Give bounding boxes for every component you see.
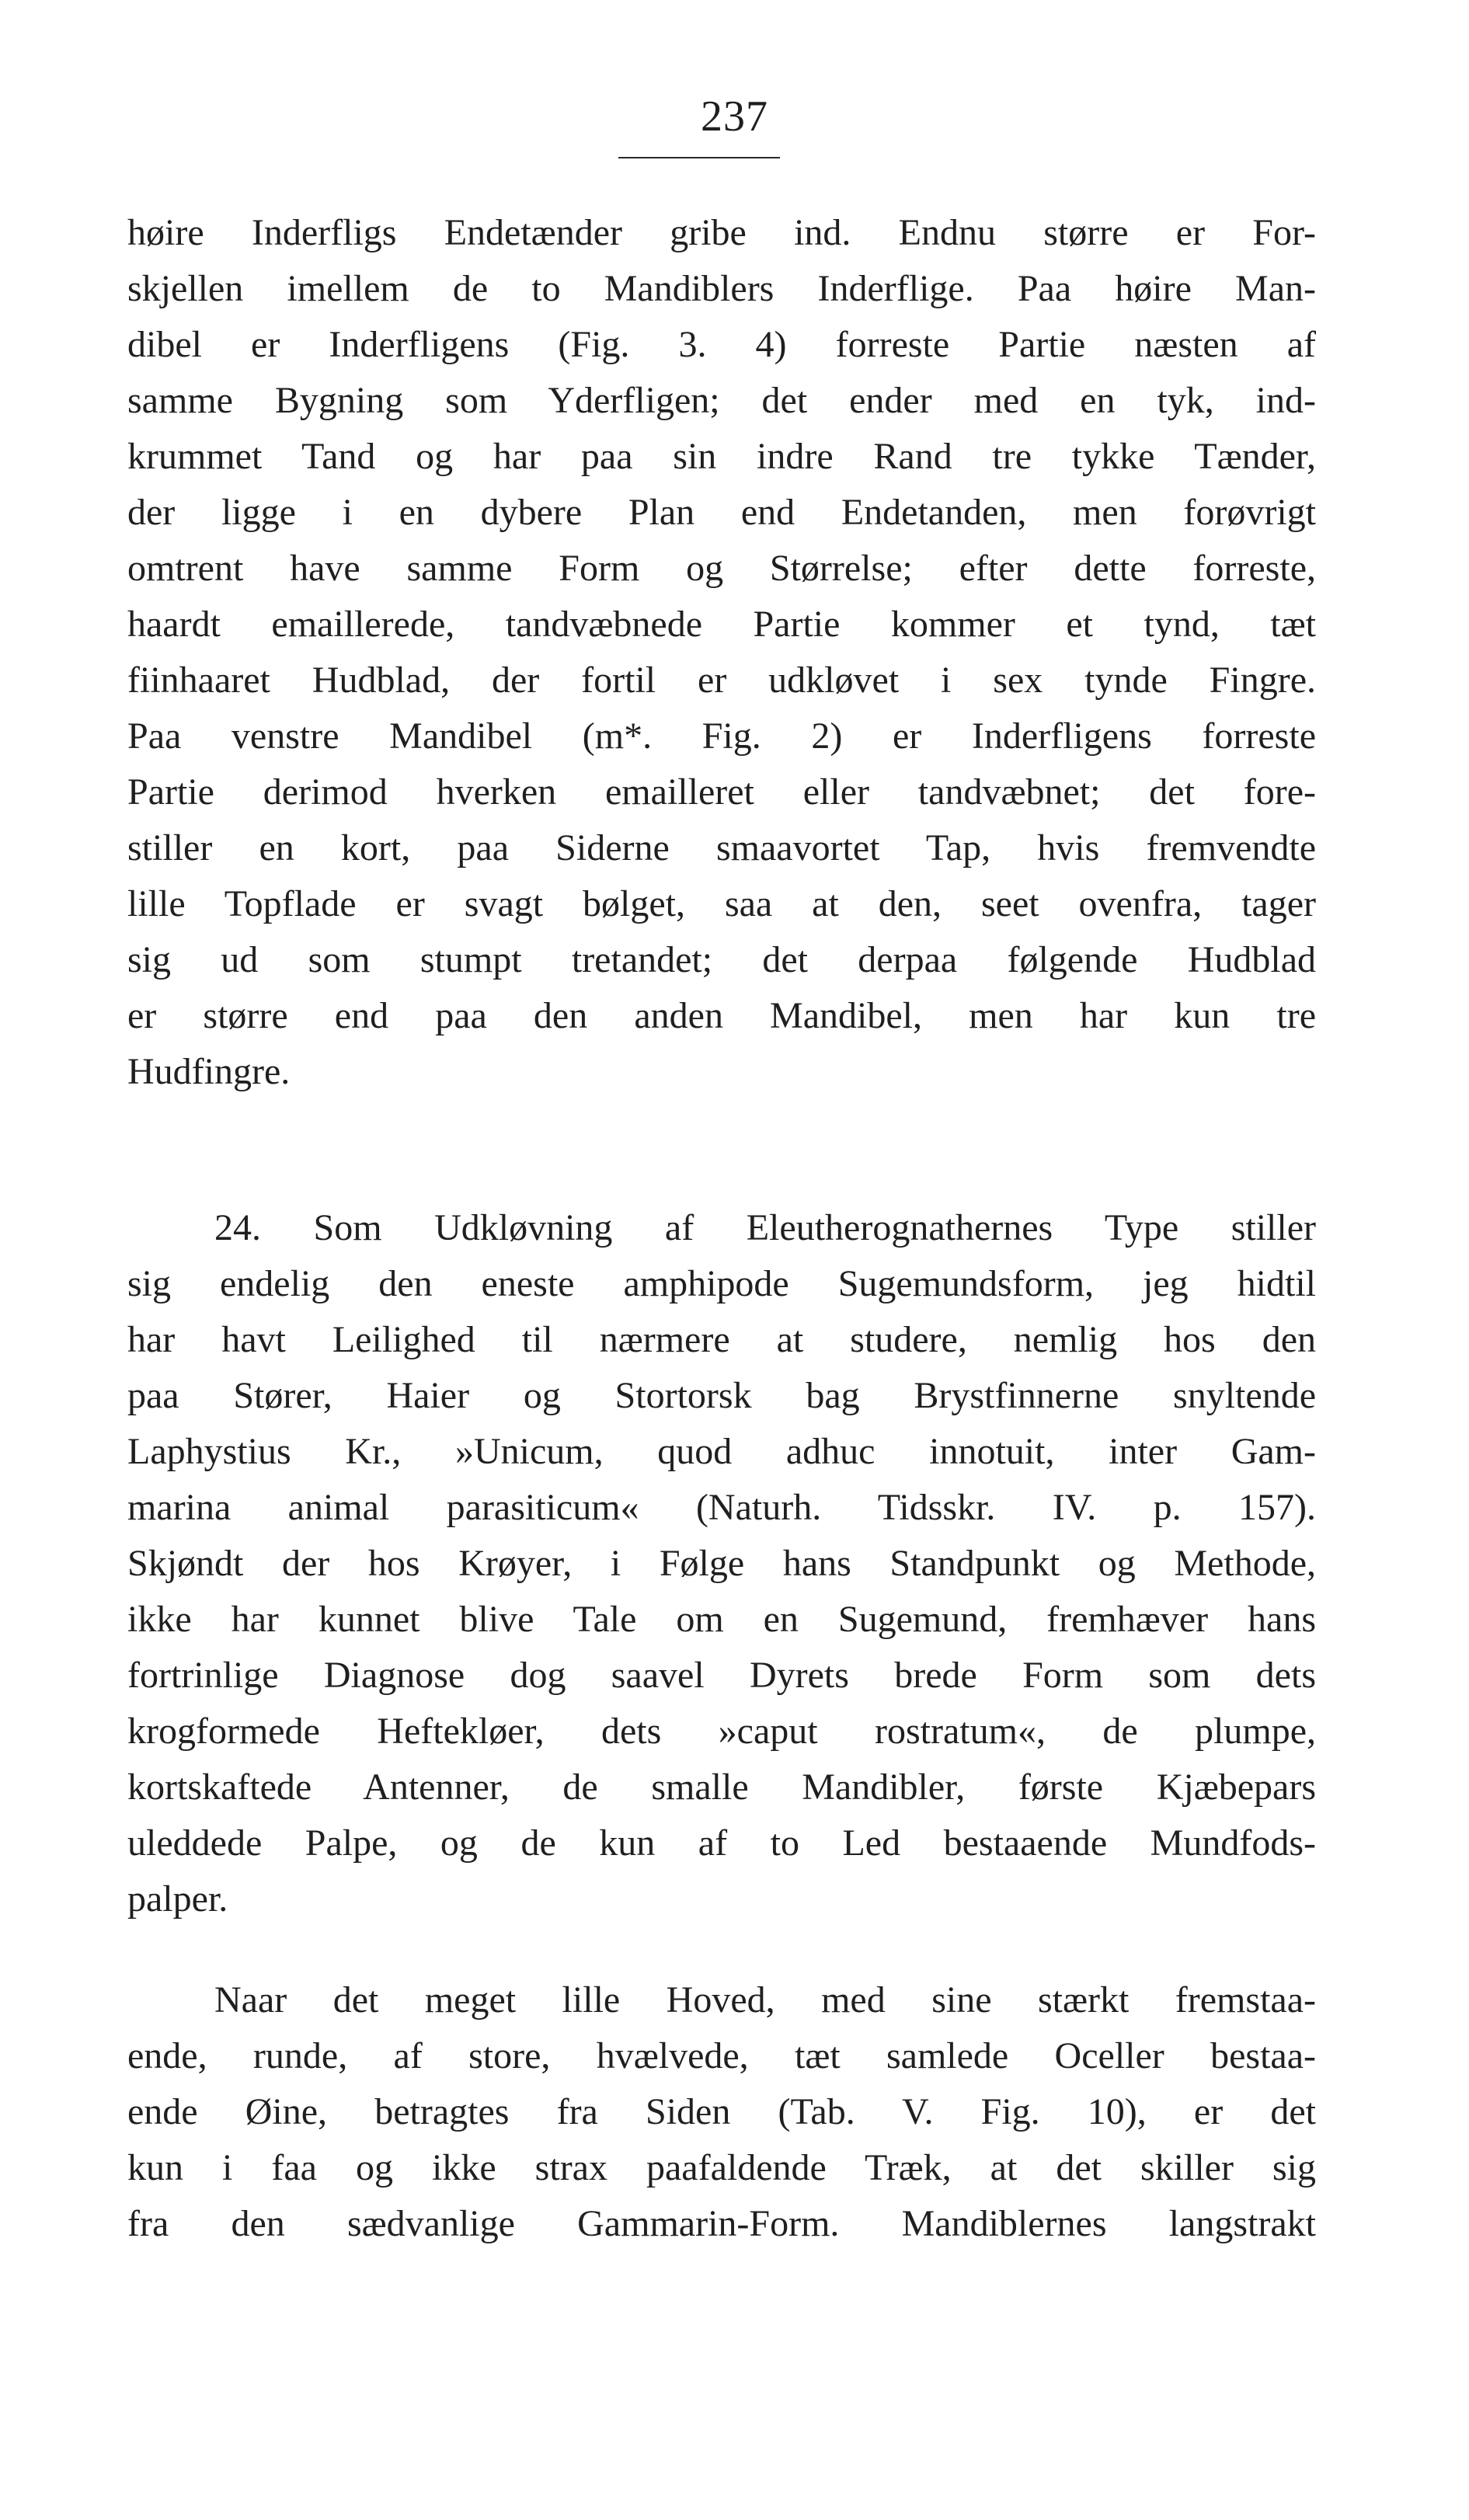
paragraph-3 xyxy=(127,1972,1316,2252)
text-line: Hudfingre. xyxy=(127,1051,291,1092)
text-line: der ligge i en dybere Plan end Endetanden, men forøvrigt xyxy=(127,492,1316,533)
text-line: lille Topflade er svagt bølget, saa at den, seet ovenfra, tager xyxy=(127,883,1316,924)
text-line: ikke har kunnet blive Tale om en Sugemund, fremhæver hans xyxy=(127,1599,1316,1640)
paragraph-2 xyxy=(127,1200,1316,1927)
text-line: uleddede Palpe, og de kun af to Led bestaaende Mundfods- xyxy=(127,1822,1316,1864)
text-line: ende Øine, betragtes fra Siden (Tab. V. Fig. 10), er det xyxy=(127,2091,1316,2132)
text-line: kortskaftede Antenner, de smalle Mandibler, første Kjæbepars xyxy=(127,1766,1316,1808)
text-line: sig endelig den eneste amphipode Sugemundsform, jeg hidtil xyxy=(127,1263,1316,1304)
text-line: haardt emaillerede, tandvæbnede Partie kommer et tynd, tæt xyxy=(127,604,1316,645)
text-line: krogformede Heftekløer, dets »caput rostratum«, de plumpe, xyxy=(127,1711,1316,1752)
text-line: ende, runde, af store, hvælvede, tæt samlede Oceller bestaa- xyxy=(127,2035,1316,2076)
text-line: krummet Tand og har paa sin indre Rand tre tykke Tænder, xyxy=(127,436,1316,477)
text-line: Naar det meget lille Hoved, med sine stærkt fremstaa- xyxy=(214,1979,1316,2021)
text-line: palper. xyxy=(127,1878,228,1920)
text-line: høire Inderfligs Endetænder gribe ind. Endnu større er For- xyxy=(127,212,1316,253)
paragraph-1 xyxy=(127,205,1316,1100)
text-line: skjellen imellem de to Mandiblers Inderflige. Paa høire Man- xyxy=(127,268,1316,309)
text-line: fra den sædvanlige Gammarin-Form. Mandiblernes langstrakt xyxy=(127,2203,1316,2244)
text-line: Skjøndt der hos Krøyer, i Følge hans Standpunkt og Methode, xyxy=(127,1543,1316,1584)
text-line: har havt Leilighed til nærmere at studere, nemlig hos den xyxy=(127,1319,1316,1360)
text-line: er større end paa den anden Mandibel, men har kun tre xyxy=(127,995,1316,1036)
text-line: samme Bygning som Yderfligen; det ender med en tyk, ind- xyxy=(127,380,1316,421)
text-line: marina animal parasiticum« (Naturh. Tidsskr. IV. p. 157). xyxy=(127,1487,1316,1528)
text-line: fiinhaaret Hudblad, der fortil er udkløvet i sex tynde Fingre. xyxy=(127,660,1316,701)
page-number-rule xyxy=(618,157,780,158)
text-line: fortrinlige Diagnose dog saavel Dyrets brede Form som dets xyxy=(127,1655,1316,1696)
text-line: dibel er Inderfligens (Fig. 3. 4) forreste Partie næsten af xyxy=(127,324,1316,365)
text-line: Partie derimod hverken emailleret eller tandvæbnet; det fore- xyxy=(127,771,1316,813)
text-line: omtrent have samme Form og Størrelse; efter dette forreste, xyxy=(127,548,1316,589)
text-line: paa Stører, Haier og Stortorsk bag Brystfinnerne snyltende xyxy=(127,1375,1316,1416)
text-line: 24. Som Udkløvning af Eleutherognathernes Type stiller xyxy=(214,1207,1316,1248)
text-line: Paa venstre Mandibel (m*. Fig. 2) er Inderfligens forreste xyxy=(127,715,1316,757)
page-number: 237 xyxy=(701,92,768,141)
text-line: kun i faa og ikke strax paafaldende Træk, at det skiller sig xyxy=(127,2147,1316,2188)
text-line: Laphystius Kr., »Unicum, quod adhuc innotuit, inter Gam- xyxy=(127,1431,1316,1472)
text-line: sig ud som stumpt tretandet; det derpaa følgende Hudblad xyxy=(127,939,1316,980)
text-line: stiller en kort, paa Siderne smaavortet Tap, hvis fremvendte xyxy=(127,827,1316,868)
